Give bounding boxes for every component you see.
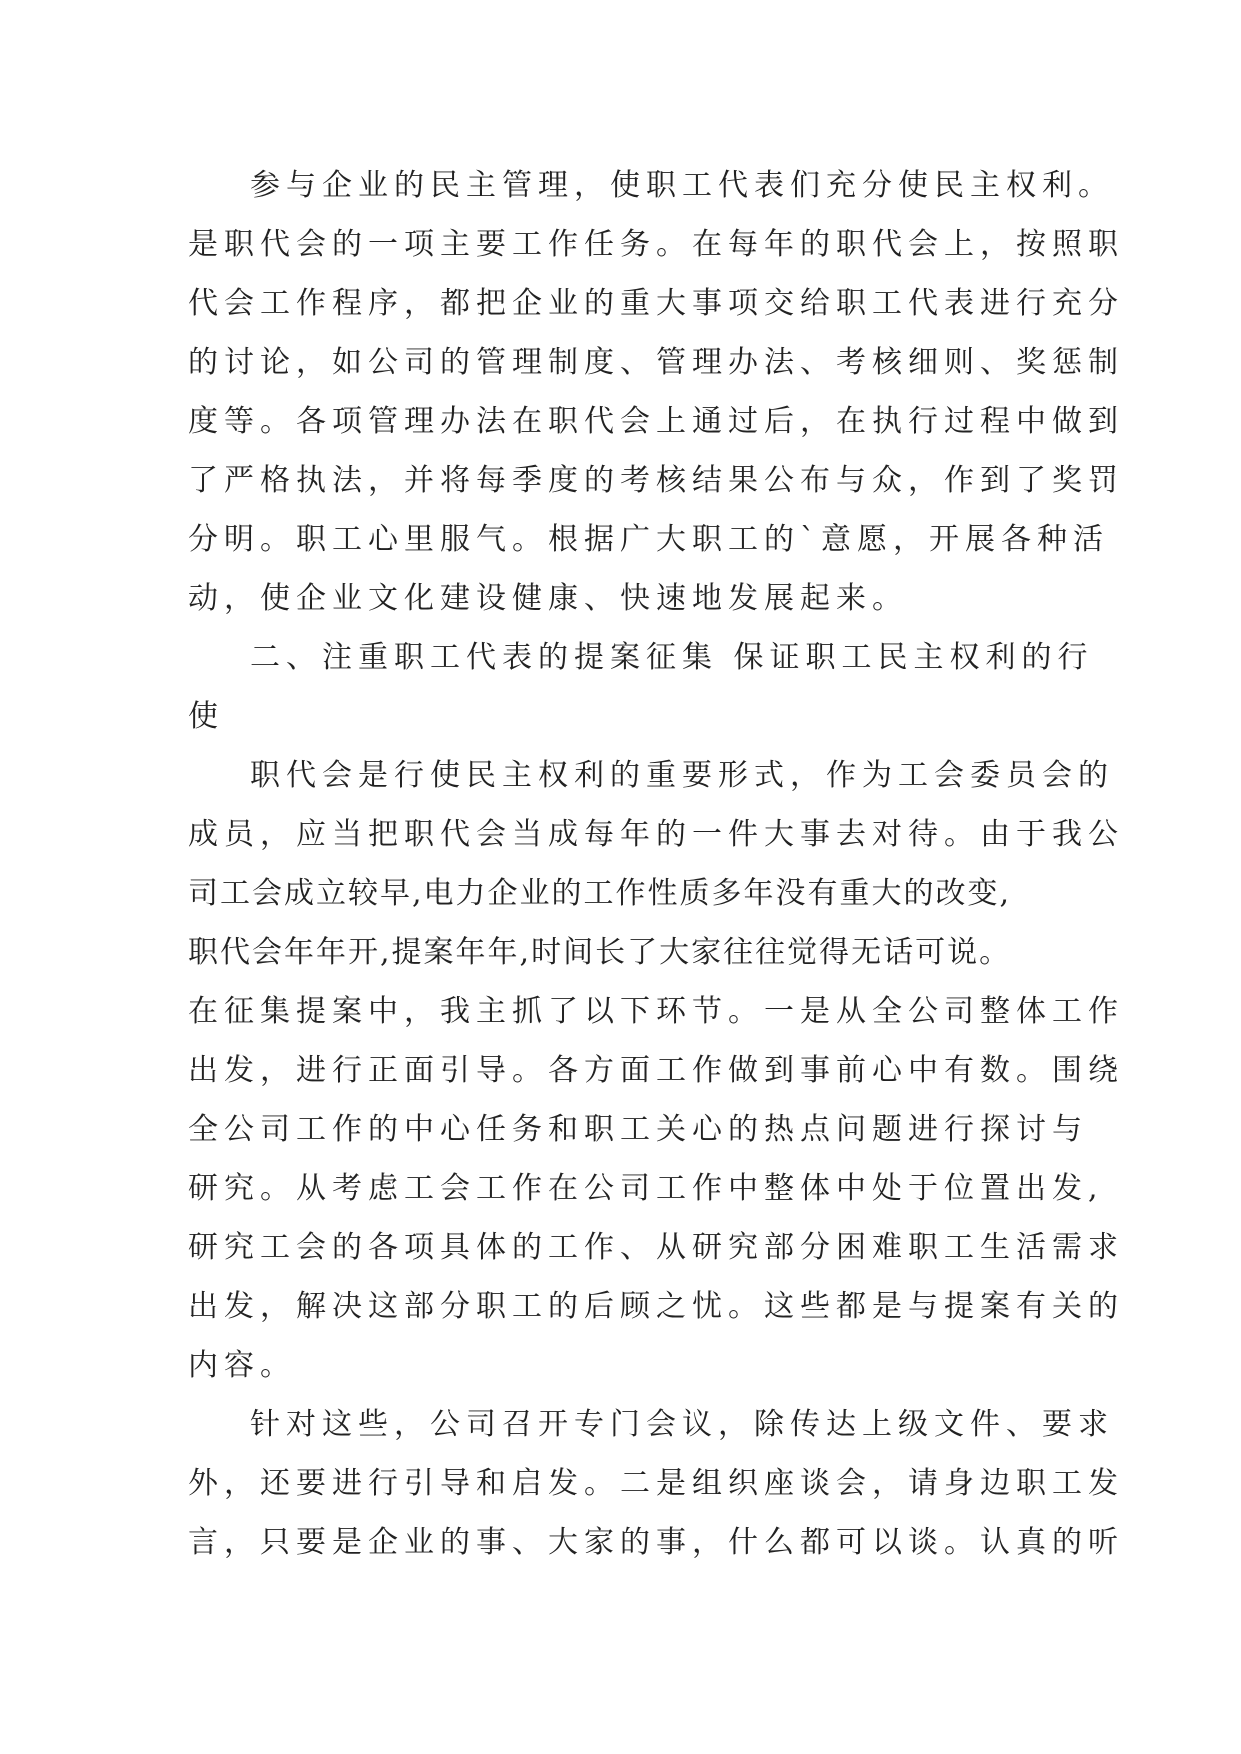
section-heading-line: 二、注重职工代表的提案征集 保证职工民主权利的行	[250, 640, 1094, 675]
paragraph-1-line: 了严格执法，并将每季度的考核结果公布与众，作到了奖罚	[188, 463, 1124, 498]
paragraph-3-line: 外，还要进行引导和启发。二是组织座谈会，请身边职工发	[188, 1466, 1124, 1501]
paragraph-1-line: 的讨论，如公司的管理制度、管理办法、考核细则、奖惩制	[188, 345, 1124, 380]
paragraph-2-line: 在征集提案中，我主抓了以下环节。一是从全公司整体工作	[188, 994, 1124, 1029]
paragraph-2-line: 研究。从考虑工会工作在公司工作中整体中处于位置出发,	[188, 1171, 1104, 1206]
paragraph-3-line: 针对这些，公司召开专门会议，除传达上级文件、要求	[250, 1407, 1114, 1442]
paragraph-2-line: 研究工会的各项具体的工作、从研究部分困难职工生活需求	[188, 1230, 1124, 1265]
paragraph-2-line: 司工会成立较早,电力企业的工作性质多年没有重大的改变,	[188, 876, 1012, 911]
document-body	[188, 156, 1124, 1572]
paragraph-1-line: 度等。各项管理办法在职代会上通过后，在执行过程中做到	[188, 404, 1124, 439]
paragraph-2-line: 内容。	[188, 1348, 296, 1383]
paragraph-2-line: 全公司工作的中心任务和职工关心的热点问题进行探讨与	[188, 1112, 1088, 1147]
section-heading-line: 使	[188, 699, 224, 734]
paragraph-2-line: 出发，解决这部分职工的后顾之忧。这些都是与提案有关的	[188, 1289, 1124, 1324]
paragraph-1-line: 是职代会的一项主要工作任务。在每年的职代会上，按照职	[188, 227, 1124, 262]
paragraph-1-line: 参与企业的民主管理，使职工代表们充分使民主权利。	[250, 168, 1114, 203]
paragraph-1-line: 动，使企业文化建设健康、快速地发展起来。	[188, 581, 908, 616]
paragraph-2-line: 出发，进行正面引导。各方面工作做到事前心中有数。围绕	[188, 1053, 1124, 1088]
paragraph-3-line: 言，只要是企业的事、大家的事，什么都可以谈。认真的听	[188, 1525, 1124, 1560]
paragraph-2-line: 成员，应当把职代会当成每年的一件大事去对待。由于我公	[188, 817, 1124, 852]
paragraph-2-line: 职代会年年开,提案年年,时间长了大家往往觉得无话可说。	[188, 935, 1012, 970]
paragraph-2-line: 职代会是行使民主权利的重要形式，作为工会委员会的	[250, 758, 1114, 793]
paragraph-1-line: 分明。职工心里服气。根据广大职工的`意愿，开展各种活	[188, 522, 1109, 557]
paragraph-1-line: 代会工作程序，都把企业的重大事项交给职工代表进行充分	[188, 286, 1124, 321]
